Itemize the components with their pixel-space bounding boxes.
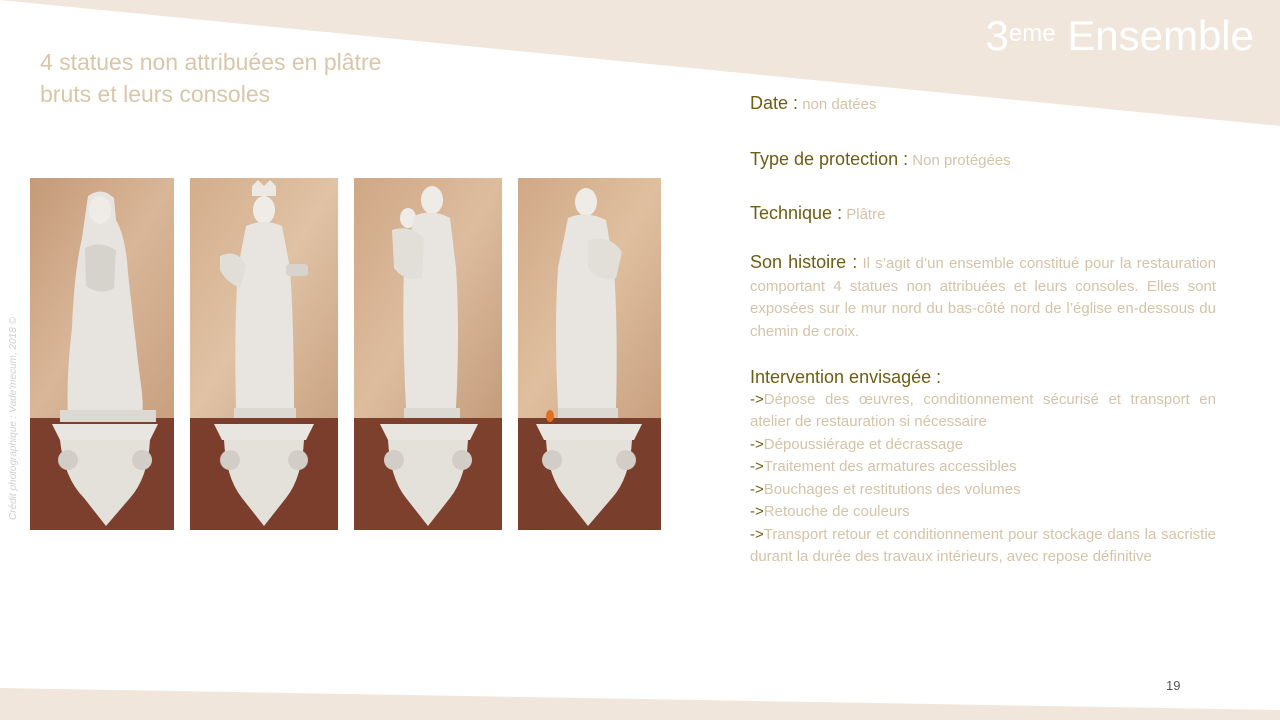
slide-title (986, 10, 1254, 62)
protection-value: Non protégées (912, 152, 1011, 169)
date-label: Date : (750, 93, 799, 113)
history-field (750, 251, 1216, 343)
history-label: Son histoire : (750, 252, 858, 272)
title-number: 3 (985, 12, 1009, 59)
technique-field (750, 202, 1216, 227)
technique-value: Plâtre (846, 206, 886, 223)
intervention-item: ->Bouchages et restitutions des volumes (750, 480, 1021, 498)
intervention-label: Intervention envisagée : (750, 367, 942, 387)
photo-credit: Crédit photographique : Vade'mecum, 2018 © (8, 317, 19, 520)
page-number: 19 (1166, 678, 1181, 693)
statue-photo-3 (354, 178, 502, 530)
statue-photo-1 (30, 178, 174, 530)
intervention-item: ->Traitement des armatures accessibles (750, 458, 1017, 475)
intervention-list (750, 389, 1216, 569)
intervention-field (750, 366, 1216, 569)
title-superscript: eme (1008, 20, 1056, 47)
intervention-item: ->Retouche de couleurs (750, 503, 910, 520)
history-value: Il s’agit d’un ensemble constitué pour la restauration comportant 4 statues non attribuées et leurs consoles. Elles sont exposées sur le mur nord du bas-côté nord de l’église en-dessous du chemin de croix. (750, 255, 1216, 340)
protection-label: Type de protection : (750, 149, 909, 169)
date-value: non datées (802, 96, 877, 113)
technique-label: Technique : (750, 203, 843, 223)
protection-field (750, 148, 1216, 173)
title-text: Ensemble (1067, 12, 1254, 59)
intervention-item: ->Dépose des œuvres, conditionnement sécurisé et transport en atelier de restauration si nécessaire (750, 390, 1216, 430)
statue-photo-4 (518, 178, 661, 530)
statue-photo-2 (190, 178, 338, 530)
bottom-decorative-band (0, 680, 1280, 720)
intervention-item: ->Dépoussiérage et décrassage (750, 435, 964, 453)
intervention-item: ->Transport retour et conditionnement pour stockage dans la sacristie durant la durée des travaux intérieurs, avec repose définitive (750, 525, 1216, 565)
slide-subtitle: 4 statues non attribuées en plâtre bruts et leurs consoles (40, 49, 382, 107)
date-field (750, 92, 1216, 117)
